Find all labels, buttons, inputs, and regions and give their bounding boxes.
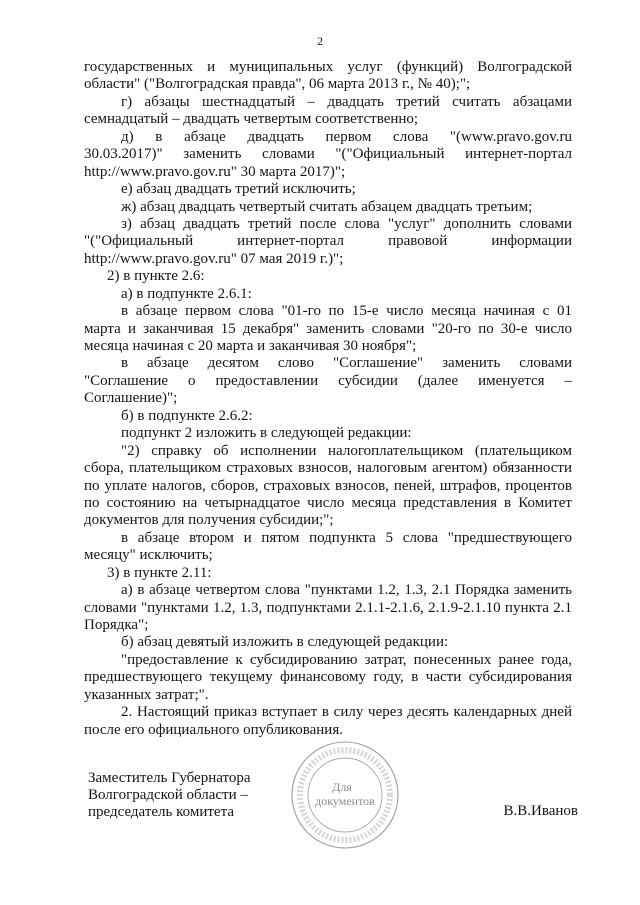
text-line: "Соглашение о предоставлении субсидии (далее именуется –	[84, 372, 572, 389]
text-line: документов для получения субсидии;";	[84, 512, 334, 529]
text-line: области" ("Волгоградская правда", 06 марта 2013 г., № 40);";	[84, 76, 471, 93]
text-line: марта и заканчивая 15 декабря" заменить словами "20-го по 30-е число	[84, 320, 572, 337]
text-line: указанных затрат;".	[84, 686, 209, 703]
text-line: б) в подпункте 2.6.2:	[121, 407, 253, 424]
paragraph-continuation	[84, 59, 572, 94]
text-line: месяцу" исключить;	[84, 547, 213, 564]
paragraph-item-z	[84, 216, 572, 268]
text-line: по состоянию на четырнадцатое число месяца представления в Комитет	[84, 494, 572, 511]
text-line: 2) в пункте 2.6:	[107, 268, 205, 285]
page-number: 2	[317, 34, 323, 48]
stamp-text-line: Для	[332, 780, 352, 794]
text-line: а) в подпункте 2.6.1:	[121, 285, 252, 302]
text-line: государственных и муниципальных услуг (функций) Волгоградской	[84, 59, 572, 75]
paragraph-point-3	[84, 565, 572, 582]
text-line: семнадцатый – двадцать четвертым соответственно;	[84, 111, 419, 128]
signature-position-line: Заместитель Губернатора	[88, 770, 251, 786]
paragraph-entry-into-force	[84, 704, 572, 739]
document-body	[84, 59, 572, 739]
text-line: 3) в пункте 2.11:	[107, 564, 212, 581]
text-line: в абзаце втором и пятом подпункта 5 слова "предшествующего	[121, 529, 572, 546]
paragraph-certificate	[84, 443, 572, 530]
paragraph-point-2	[84, 268, 572, 285]
paragraph-item-d	[84, 129, 572, 181]
text-line: д) в абзаце двадцать первом слова "(www.pravo.gov.ru	[121, 128, 572, 145]
text-line: после его официального опубликования.	[84, 721, 343, 738]
paragraph-new-wording	[84, 425, 572, 442]
text-line: 30.03.2017)" заменить словами "("Официальный интернет-портал	[84, 146, 572, 163]
text-line: месяца начиная с 20 марта и заканчивая 30 ноября";	[84, 338, 417, 354]
paragraph-subpoint-a	[84, 286, 572, 303]
text-line: Соглашение)";	[84, 390, 178, 407]
text-line: словами "пунктами 1.2, 1.3, подпунктами 2.1.1-2.1.6, 2.1.9-2.1.10 пункта 2.1	[84, 599, 572, 616]
text-line: б) абзац девятый изложить в следующей редакции:	[121, 634, 449, 651]
text-line: "("Официальный интернет-портал правовой информации	[84, 233, 572, 250]
text-line: сбора, плательщиком страховых взносов, налоговым агентом) обязанности	[84, 460, 572, 477]
text-line: Порядка";	[84, 617, 149, 633]
paragraph-item-zh	[84, 199, 572, 216]
text-line: предшествующего текущему финансовому году, в части субсидирования	[84, 669, 572, 686]
stamp-text-line: документов	[315, 794, 375, 808]
text-line: з) абзац двадцать третий после слова "услуг" дополнить словами	[121, 215, 572, 232]
text-line: http://www.pravo.gov.ru" 30 марта 2017)";	[84, 163, 346, 180]
paragraph-second-fifth-abzac	[84, 530, 572, 565]
paragraph-provision	[84, 652, 572, 704]
paragraph-subpoint-b	[84, 408, 572, 425]
text-line: ж) абзац двадцать четвертый считать абзацем двадцать третьим;	[121, 198, 533, 215]
text-line: г) абзацы шестнадцатый – двадцать третий считать абзацами	[121, 93, 572, 110]
paragraph-item-g	[84, 94, 572, 129]
text-line: а) в абзаце четвертом слова "пунктами 1.2, 1.3, 2.1 Порядка заменить	[121, 582, 572, 599]
signature-position-line: Волгоградской области –	[88, 787, 248, 803]
text-line: "предоставление к субсидированию затрат, понесенных ранее года,	[121, 651, 572, 668]
text-line: в абзаце десятом слово "Соглашение" заменить словами	[121, 355, 572, 372]
text-line: подпункт 2 изложить в следующей редакции:	[121, 425, 412, 442]
paragraph-fourth-abzac	[84, 582, 572, 634]
paragraph-tenth-abzac	[84, 355, 572, 407]
text-line: по уплате налогов, сборов, страховых взносов, пеней, штрафов, процентов	[84, 477, 572, 494]
text-line: 2. Настоящий приказ вступает в силу через десять календарных дней	[121, 704, 572, 721]
paragraph-first-abzac	[84, 303, 572, 355]
text-line: е) абзац двадцать третий исключить;	[121, 181, 356, 198]
paragraph-ninth-abzac	[84, 634, 572, 651]
signatory-name: В.В.Иванов	[503, 803, 578, 819]
round-stamp	[290, 740, 400, 850]
text-line: "2) справку об исполнении налогоплательщиком (плательщиком	[121, 442, 572, 459]
text-line: в абзаце первом слова "01-го по 15-е число месяца начиная с 01	[121, 303, 572, 320]
paragraph-item-e	[84, 181, 572, 198]
text-line: http://www.pravo.gov.ru" 07 мая 2019 г.)";	[84, 250, 344, 267]
signature-position-line: председатель комитета	[88, 804, 234, 820]
signature-position	[88, 770, 251, 821]
